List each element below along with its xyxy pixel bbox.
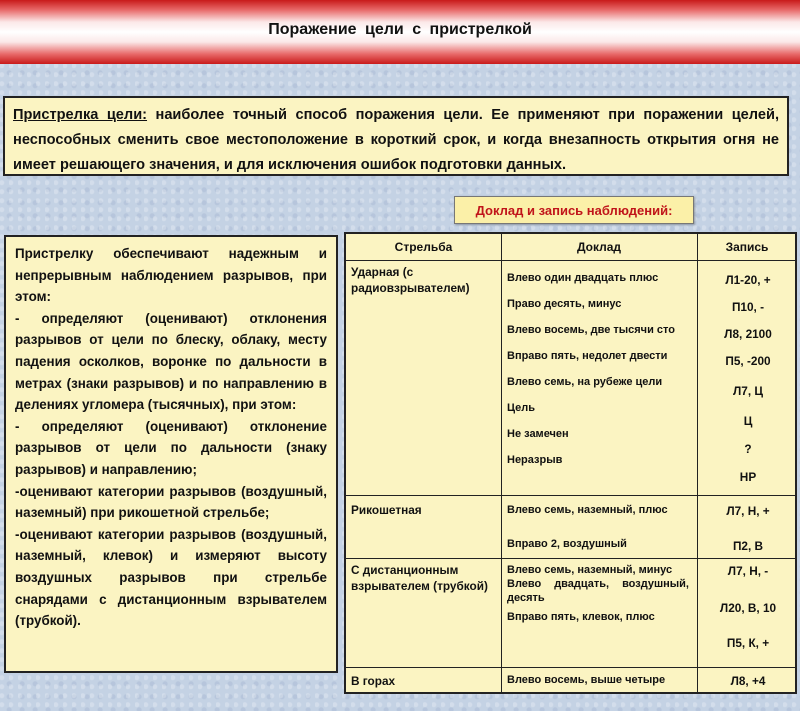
- report-entry: Не замечен: [507, 428, 569, 440]
- report-entry: Неразрыв: [507, 454, 563, 466]
- record-entry: Ц: [743, 414, 753, 428]
- observation-paragraph: - определяют (оценивают) отклонение разрывов от цели по дальности (знаку разрывов) и направлению;: [15, 418, 327, 477]
- table-header: [346, 234, 795, 261]
- report-section-label: Доклад и запись наблюдений:: [454, 196, 694, 224]
- record-entry: ?: [744, 442, 752, 456]
- group-divider: [346, 667, 795, 668]
- observation-panel: [4, 235, 338, 673]
- record-entry: НР: [739, 470, 757, 484]
- column-divider: [501, 234, 502, 692]
- record-entry: Л8, +4: [730, 674, 766, 688]
- observation-table: [344, 232, 797, 694]
- record-entry: Л7, Н, +: [726, 504, 770, 518]
- page-title: Поражение цели с пристрелкой: [268, 21, 532, 38]
- report-entry: Вправо 2, воздушный: [507, 538, 627, 550]
- firing-category: В горах: [351, 674, 396, 688]
- report-entry: Влево семь, наземный, минус: [507, 564, 673, 576]
- observation-paragraph: -оценивают категории разрывов (воздушный, наземный) при рикошетной стрельбе;: [15, 483, 327, 521]
- report-entry: Влево восемь, выше четыре: [507, 674, 666, 686]
- record-entry: П10, -: [731, 300, 765, 314]
- report-entry: Право десять, минус: [507, 298, 622, 310]
- report-entry: Влево двадцать, воздушный, десять: [507, 578, 689, 604]
- firing-category: С дистанционным взрывателем (трубкой): [351, 563, 488, 593]
- firing-category: Рикошетная: [351, 503, 422, 517]
- group-divider: [346, 495, 795, 496]
- title-banner: [0, 0, 800, 64]
- column-divider: [697, 234, 698, 692]
- record-entry: Л8, 2100: [724, 327, 772, 341]
- intro-term: Пристрелка цели:: [13, 107, 148, 123]
- report-entry: Влево один двадцать плюс: [507, 272, 659, 284]
- report-entry: Вправо пять, клевок, плюс: [507, 611, 655, 623]
- record-entry: Л7, Н, -: [727, 564, 769, 578]
- report-entry: Цель: [507, 402, 536, 414]
- record-entry: Л7, Ц: [732, 384, 763, 398]
- firing-category: Ударная (с радиовзрывателем): [351, 265, 470, 295]
- group-divider: [346, 558, 795, 559]
- record-entry: П2, В: [732, 539, 764, 553]
- header-record: Запись: [725, 240, 769, 254]
- intro-text: наиболее точный способ поражения цели. Ее применяют при поражении целей, неспособных сменить свое местоположение в короткий срок, и когда внезапность открытия огня не имеет решающего значения, и для исключения ошибок подготовки данных.: [13, 107, 779, 173]
- report-entry: Влево семь, на рубеже цели: [507, 376, 663, 388]
- intro-box: [3, 96, 789, 176]
- header-firing: Стрельба: [394, 240, 453, 254]
- report-entry: Вправо пять, недолет двести: [507, 350, 668, 362]
- record-entry: П5, К, +: [726, 636, 770, 650]
- observation-paragraph: Пристрелку обеспечивают надежным и непрерывным наблюдением разрывов, при этом:: [15, 246, 327, 305]
- record-entry: Л1-20, +: [725, 273, 771, 287]
- record-entry: П5, -200: [725, 354, 771, 368]
- header-report: Доклад: [576, 240, 622, 254]
- record-entry: Л20, В, 10: [719, 601, 777, 615]
- report-entry: Влево семь, наземный, плюс: [507, 504, 668, 516]
- observation-paragraph: - определяют (оценивают) отклонения разрывов от цели по блеску, облаку, месту падения осколков, воронке по дальности в метрах (знаки разрывов) и по направлению в делениях угломера (тысячных), при этом:: [15, 310, 327, 413]
- report-entry: Влево восемь, две тысячи сто: [507, 324, 675, 336]
- observation-paragraph: -оценивают категории разрывов (воздушный, наземный, клевок) и измеряют высоту воздушных разрывов при стрельбе снарядами с дистанционным взрывателем (трубкой).: [15, 526, 327, 629]
